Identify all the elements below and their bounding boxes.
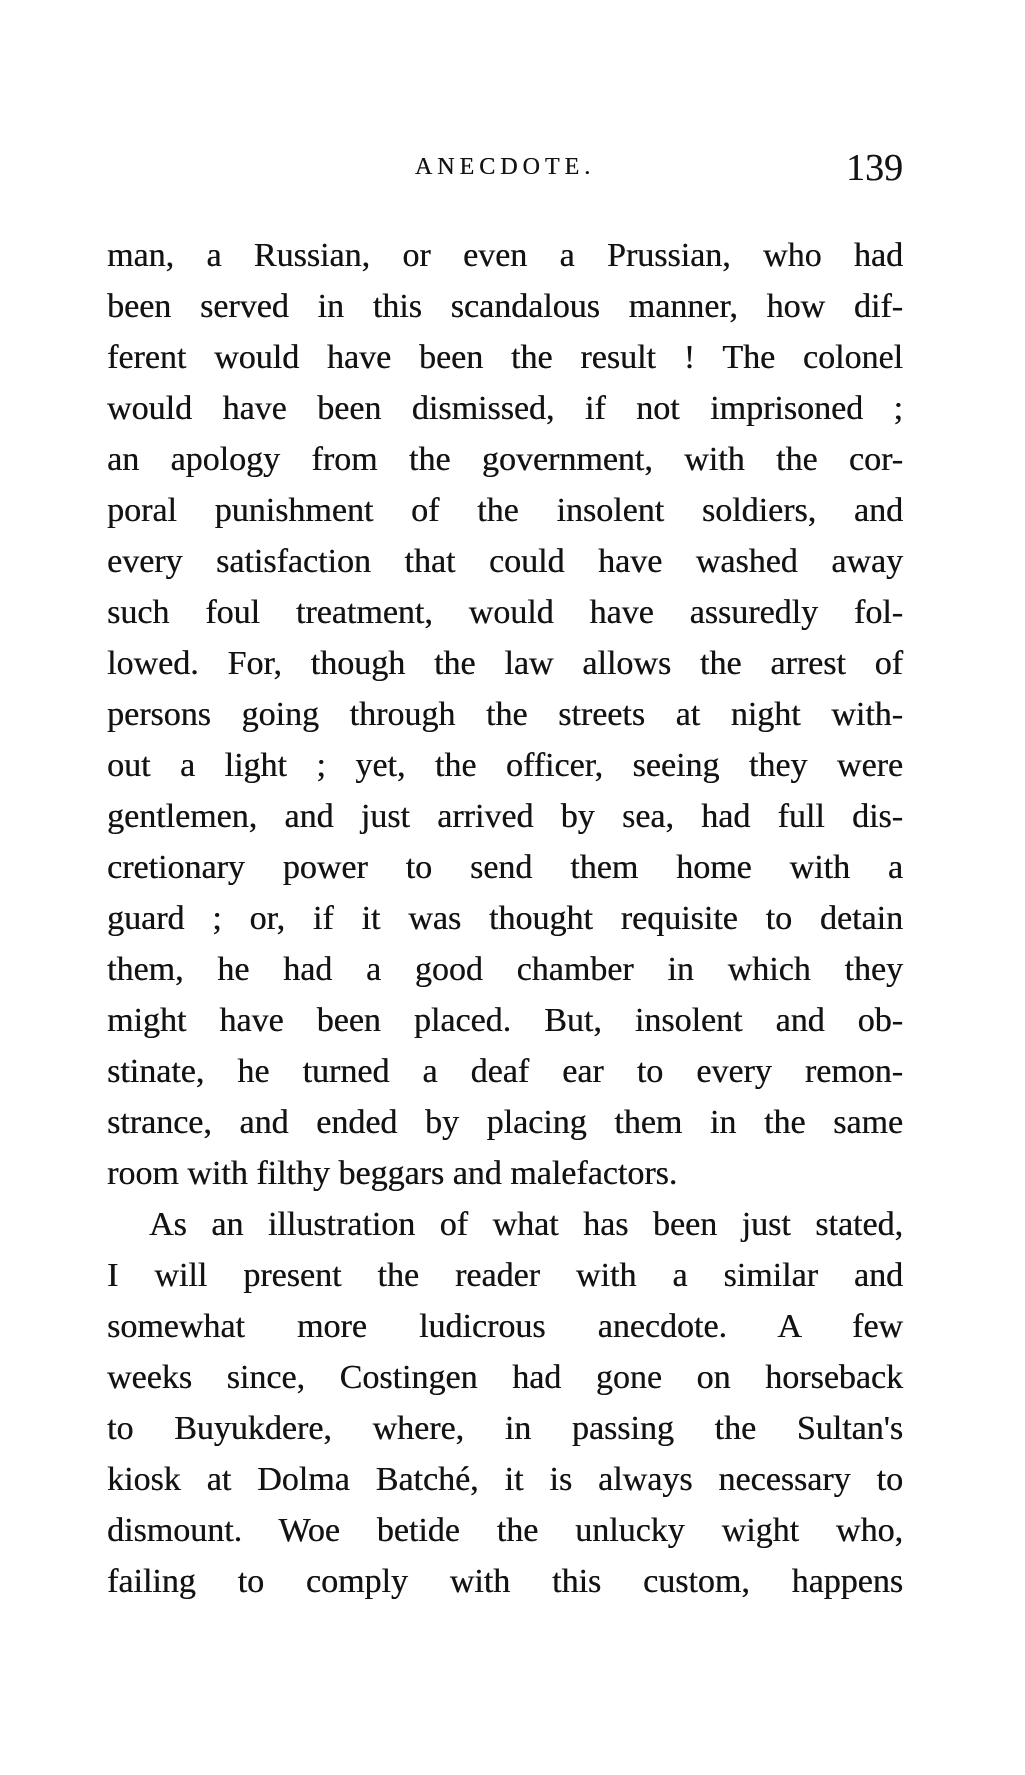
page-title: ANECDOTE. <box>414 154 596 180</box>
text-line: them, he had a good chamber in which they <box>107 951 903 988</box>
text-line: persons going through the streets at night with- <box>107 696 903 733</box>
text-line: somewhat more ludicrous anecdote. A few <box>107 1308 903 1345</box>
text-line: gentlemen, and just arrived by sea, had full dis- <box>107 798 903 835</box>
text-line: might have been placed. But, insolent and ob- <box>107 1002 903 1039</box>
text-line: poral punishment of the insolent soldiers, and <box>107 492 903 529</box>
page-number: 139 <box>846 147 903 189</box>
text-line: to Buyukdere, where, in passing the Sultan's <box>107 1410 903 1447</box>
text-line: dismount. Woe betide the unlucky wight who, <box>107 1512 903 1549</box>
text-line: would have been dismissed, if not imprisoned ; <box>107 390 903 427</box>
text-line: cretionary power to send them home with a <box>107 849 903 886</box>
text-line: failing to comply with this custom, happens <box>107 1563 903 1600</box>
text-line: As an illustration of what has been just stated, <box>149 1206 903 1243</box>
body-text-block <box>107 230 903 1607</box>
text-line: stinate, he turned a deaf ear to every remon- <box>107 1053 903 1090</box>
running-head <box>107 147 903 189</box>
text-line: lowed. For, though the law allows the arrest of <box>107 645 903 682</box>
text-line: ferent would have been the result ! The colonel <box>107 339 903 376</box>
text-line: an apology from the government, with the cor- <box>107 441 903 478</box>
text-line: every satisfaction that could have washed away <box>107 543 903 580</box>
text-line: strance, and ended by placing them in the same <box>107 1104 903 1141</box>
text-line: guard ; or, if it was thought requisite to detain <box>107 900 903 937</box>
text-line: man, a Russian, or even a Prussian, who had <box>107 237 903 274</box>
text-line: been served in this scandalous manner, how dif- <box>107 288 903 325</box>
text-line: room with filthy beggars and malefactors. <box>107 1155 678 1192</box>
text-line: out a light ; yet, the officer, seeing they were <box>107 747 903 784</box>
text-line: I will present the reader with a similar and <box>107 1257 903 1294</box>
text-line: kiosk at Dolma Batché, it is always necessary to <box>107 1461 903 1498</box>
text-line: such foul treatment, would have assuredly fol- <box>107 594 903 631</box>
text-line: weeks since, Costingen had gone on horseback <box>107 1359 903 1396</box>
